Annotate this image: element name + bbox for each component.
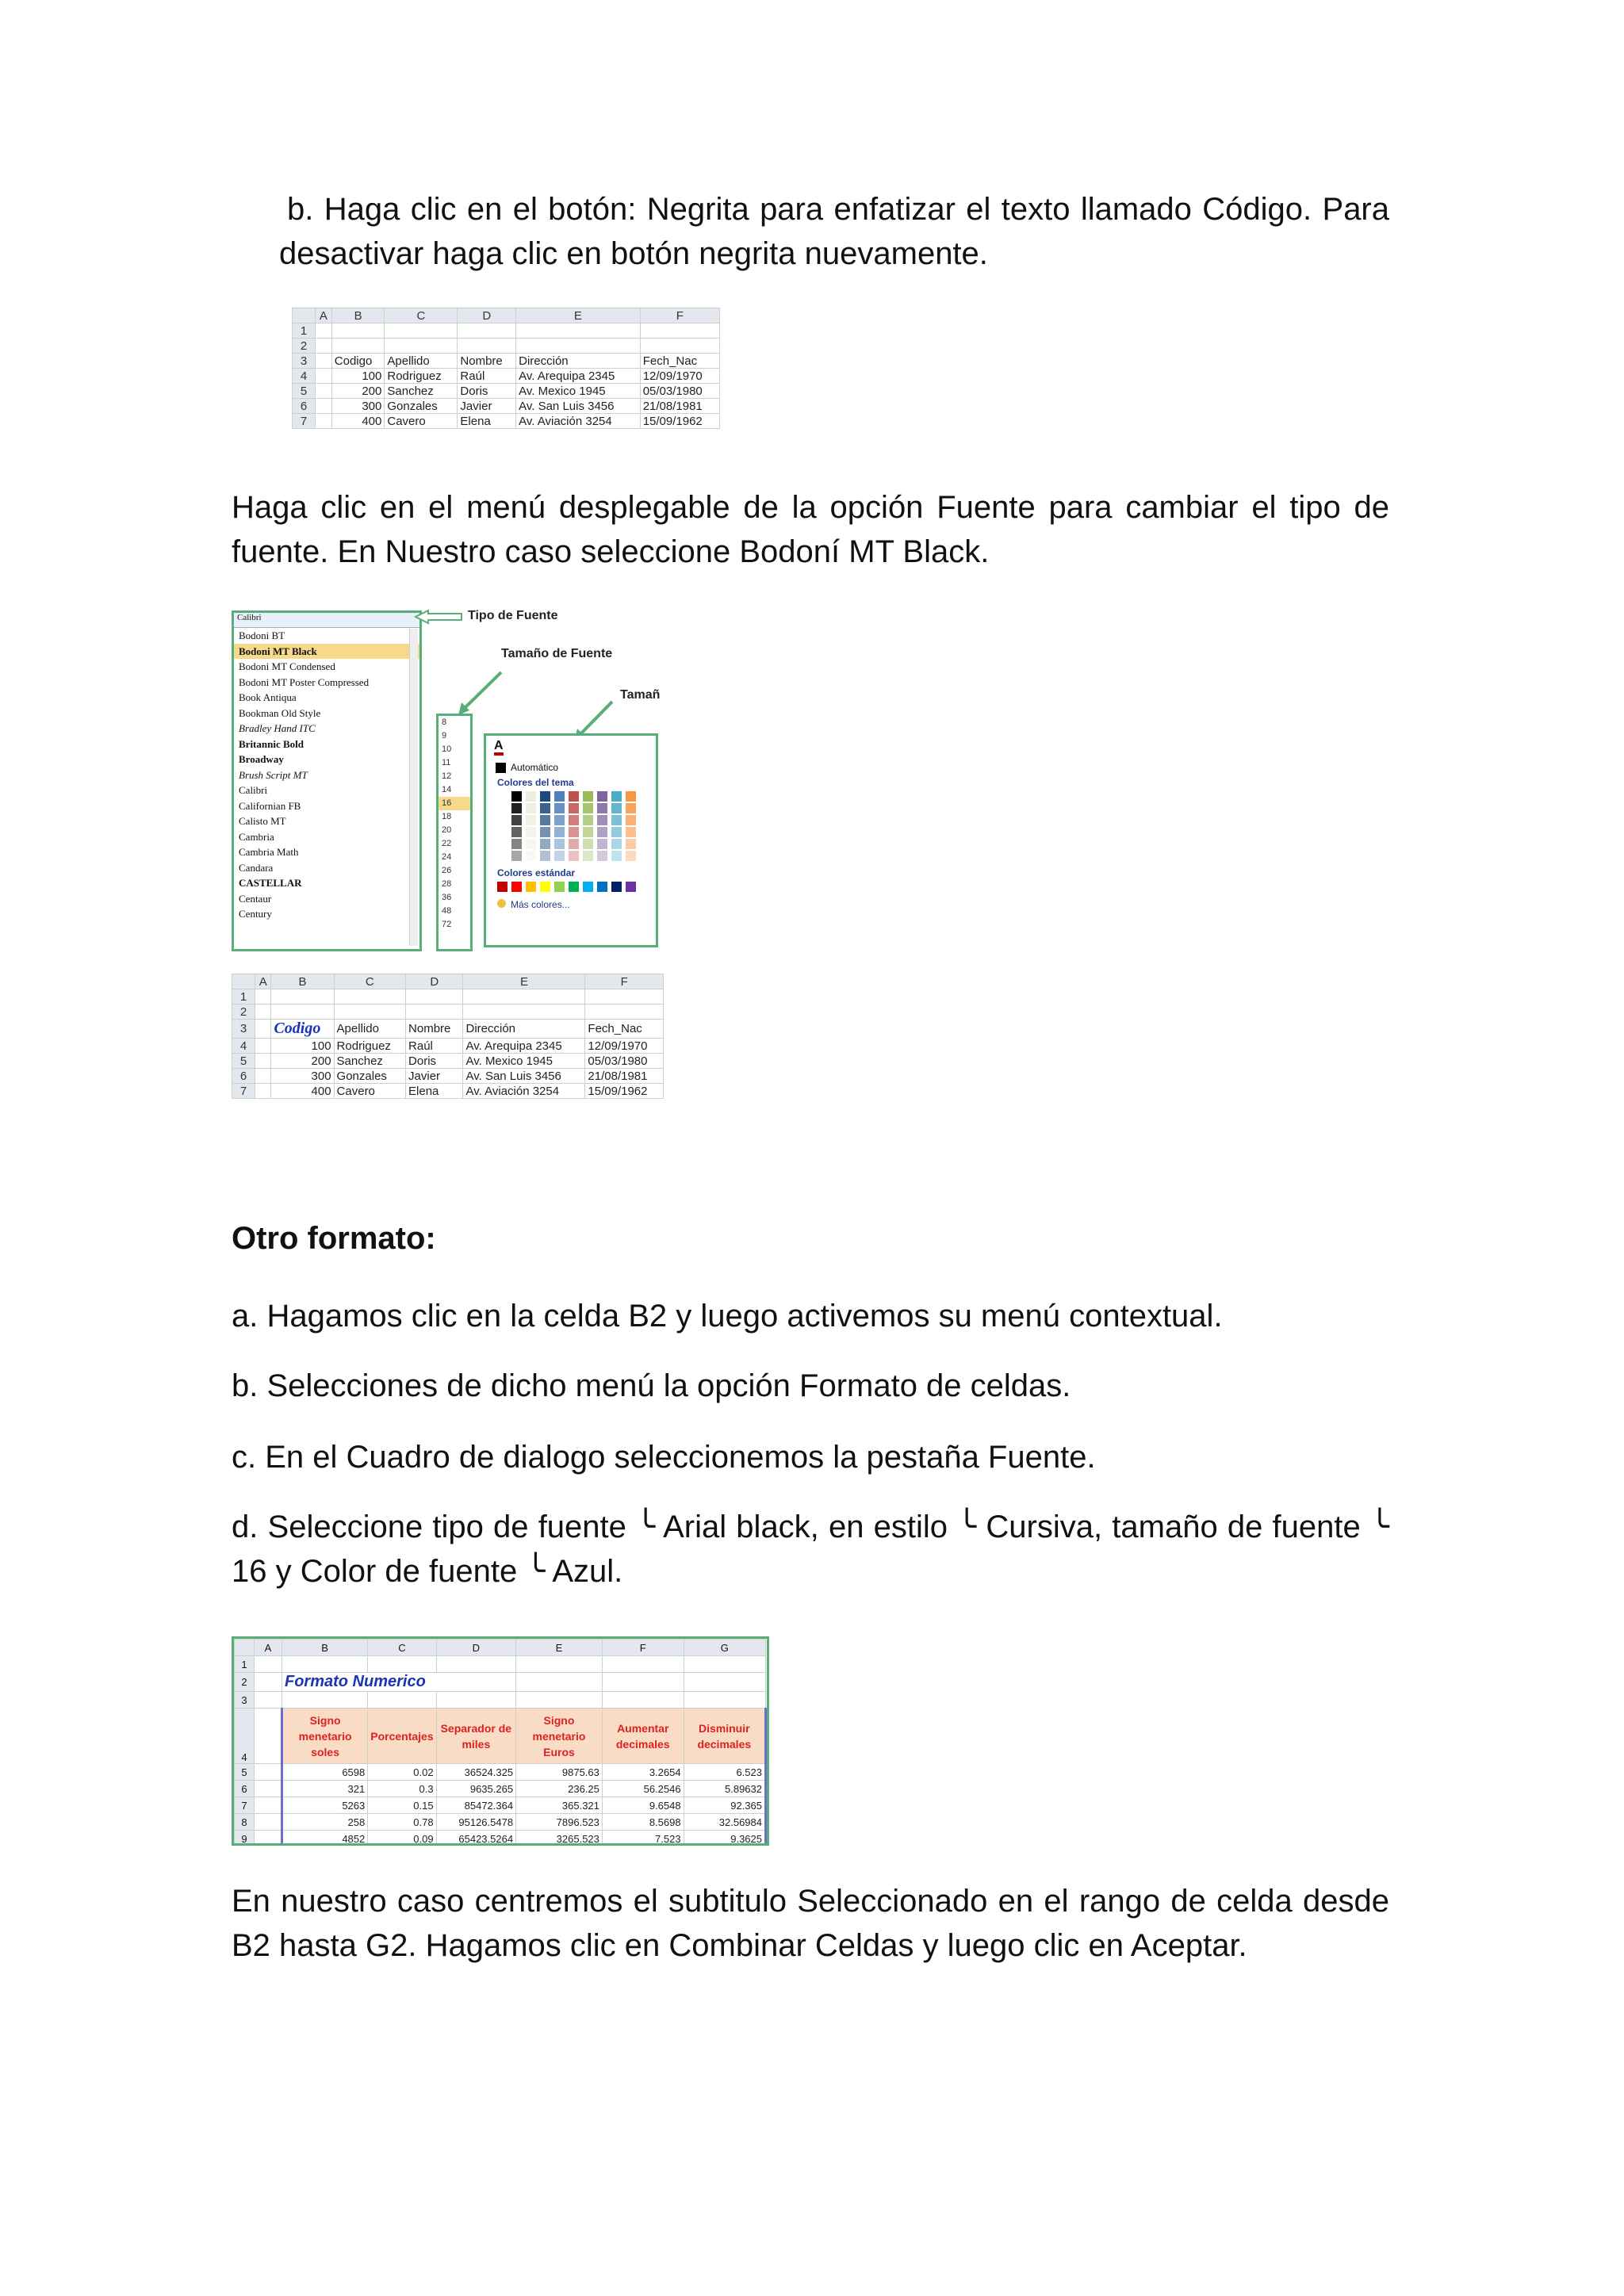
callout-truncated: Tamañ: [620, 688, 661, 702]
theme-color-swatch[interactable]: [611, 791, 622, 802]
theme-color-swatch[interactable]: [554, 839, 565, 849]
font-color-icon: A: [494, 739, 504, 756]
theme-color-swatch[interactable]: [626, 791, 636, 802]
size-item[interactable]: 20: [442, 825, 452, 835]
theme-color-swatch[interactable]: [569, 815, 579, 825]
font-item[interactable]: Candara: [239, 861, 274, 874]
font-item-selected[interactable]: Bodoni MT Black: [234, 644, 419, 660]
table-row: 5 200 Sanchez Doris Av. Mexico 1945 05/03/1980: [293, 384, 720, 399]
standard-color-row[interactable]: [486, 878, 656, 894]
figure-formato-numerico: [232, 1636, 769, 1846]
theme-color-swatch[interactable]: [554, 851, 565, 861]
theme-color-swatch[interactable]: [569, 791, 579, 802]
col-header-cell: Separador de miles: [436, 1709, 515, 1764]
col-header: C: [385, 308, 458, 323]
theme-color-swatch[interactable]: [497, 803, 508, 813]
theme-color-swatch[interactable]: [554, 827, 565, 837]
col-header: A: [316, 308, 332, 323]
theme-color-grid[interactable]: [486, 788, 656, 863]
font-item[interactable]: Cambria: [239, 830, 274, 843]
theme-color-swatch[interactable]: [611, 815, 622, 825]
theme-color-swatch[interactable]: [626, 839, 636, 849]
cell: Codigo: [331, 354, 385, 369]
formato-title: Formato Numerico: [282, 1673, 516, 1692]
col-header: E: [516, 308, 641, 323]
theme-color-swatch[interactable]: [597, 839, 607, 849]
table-row: 7 400 Cavero Elena Av. Aviación 3254 15/09/1962: [293, 414, 720, 429]
cell: Dirección: [516, 354, 641, 369]
col-header: F: [640, 308, 719, 323]
palette-automatic[interactable]: Automático: [486, 758, 656, 777]
font-item[interactable]: Brush Script MT: [239, 768, 308, 781]
table-row: 4 100 Rodriguez Raúl Av. Arequipa 2345 12/09/1970: [232, 1039, 664, 1054]
theme-color-swatch[interactable]: [597, 803, 607, 813]
callout-tipo-fuente: Tipo de Fuente: [468, 609, 558, 622]
theme-color-swatch[interactable]: [597, 791, 607, 802]
theme-color-swatch[interactable]: [540, 791, 550, 802]
palette-standard-label: Colores estándar: [497, 867, 576, 878]
standard-color-swatch[interactable]: [611, 882, 622, 892]
step-d: d. Seleccione tipo de fuente ╰ Arial black, en estilo ╰ Cursiva, tamaño de fuente ╰ 16 y Color de fuente ╰ Azul.: [232, 1510, 1389, 1589]
font-item[interactable]: Bookman Old Style: [239, 706, 321, 719]
col-header-cell: Signo menetario soles: [282, 1709, 368, 1764]
table-row: 4 Signo menetario soles Porcentajes Separador de miles Signo menetario Euros Aumentar decimales Disminuir decimales: [235, 1709, 766, 1764]
theme-color-swatch[interactable]: [526, 827, 536, 837]
theme-color-swatch[interactable]: [597, 815, 607, 825]
theme-color-swatch[interactable]: [497, 839, 508, 849]
theme-color-swatch[interactable]: [526, 815, 536, 825]
font-item[interactable]: Californian FB: [239, 799, 301, 812]
font-item[interactable]: Book Antiqua: [239, 691, 297, 703]
size-item[interactable]: 11: [442, 758, 451, 767]
standard-color-swatch[interactable]: [511, 882, 522, 892]
formato-numerico-table: A B C D E F G 1 2 Formato Numerico 3 4 Signo menetario soles Porcentajes Separador de miles Signo menetario Euros Aumentar decimales Disminuir decimales 5 6598 0.02 36524.325 9875.63 3.2654 6.523 6 321 0.3 9635.265 236.25 56.2546 5.89632 7 5263 0.15 85472.364 365.321 9.6548 92.365 8 258 0.78 95126.5478 7896.523 8.5698 32.56984 9 4852 0.09 65423.5264 3265.523 7.523 9.3625: [234, 1639, 767, 1846]
theme-color-swatch[interactable]: [583, 839, 593, 849]
theme-color-swatch[interactable]: [597, 851, 607, 861]
theme-color-swatch[interactable]: [497, 827, 508, 837]
size-item[interactable]: 10: [442, 744, 452, 754]
font-size-list[interactable]: [436, 714, 473, 951]
theme-color-swatch[interactable]: [611, 839, 622, 849]
paragraph-negrita: b. Haga clic en el botón: Negrita para enfatizar el texto llamado Código. Para desactivar haga clic en botón negrita nuevamente.: [279, 192, 1389, 271]
size-item[interactable]: 14: [442, 785, 452, 794]
font-item[interactable]: Bodoni BT: [239, 629, 285, 641]
color-wheel-icon: [497, 899, 506, 908]
col-header-cell: Disminuir decimales: [684, 1709, 765, 1764]
theme-color-swatch[interactable]: [554, 815, 565, 825]
size-item[interactable]: 28: [442, 879, 452, 889]
standard-color-swatch[interactable]: [497, 882, 508, 892]
table-row: 3 Codigo Apellido Nombre Dirección Fech_Nac: [232, 1020, 664, 1039]
theme-color-swatch[interactable]: [554, 791, 565, 802]
size-item[interactable]: 36: [442, 893, 452, 902]
theme-color-swatch[interactable]: [583, 791, 593, 802]
font-combo[interactable]: Calibri: [234, 613, 419, 628]
cell: Apellido: [385, 354, 458, 369]
table-row: 8 258 0.78 95126.5478 7896.523 8.5698 32.56984: [235, 1814, 766, 1831]
figure-font-menu: [232, 603, 664, 959]
cell: Nombre: [458, 354, 516, 369]
step-a: a. Hagamos clic en la celda B2 y luego activemos su menú contextual.: [232, 1299, 1223, 1334]
theme-color-swatch[interactable]: [540, 815, 550, 825]
theme-color-swatch[interactable]: [583, 827, 593, 837]
standard-color-swatch[interactable]: [526, 882, 536, 892]
font-item[interactable]: Broadway: [239, 753, 284, 765]
cell: Fech_Nac: [640, 354, 719, 369]
font-item[interactable]: CASTELLAR: [239, 877, 302, 889]
size-item[interactable]: 18: [442, 812, 452, 821]
standard-color-swatch[interactable]: [626, 882, 636, 892]
theme-color-swatch[interactable]: [526, 791, 536, 802]
theme-color-swatch[interactable]: [583, 815, 593, 825]
font-color-button[interactable]: [486, 736, 656, 758]
theme-color-swatch[interactable]: [511, 815, 522, 825]
theme-color-swatch[interactable]: [540, 827, 550, 837]
size-item[interactable]: 72: [442, 920, 452, 929]
figure-spreadsheet-bold: [292, 308, 720, 444]
palette-theme-label: Colores del tema: [497, 777, 574, 788]
step-b: b. Selecciones de dicho menú la opción Formato de celdas.: [232, 1368, 1071, 1403]
table-row: 3 Codigo Apellido Nombre Dirección Fech_Nac: [293, 354, 720, 369]
table-row: 4 100 Rodriguez Raúl Av. Arequipa 2345 12/09/1970: [293, 369, 720, 384]
font-item[interactable]: Bradley Hand ITC: [239, 722, 316, 734]
theme-color-swatch[interactable]: [511, 827, 522, 837]
table-row: 7 400 Cavero Elena Av. Aviación 3254 15/09/1962: [232, 1084, 664, 1099]
size-item[interactable]: 22: [442, 839, 452, 848]
figure-spreadsheet-bodoni: [232, 974, 664, 1110]
col-header-cell: Signo menetario Euros: [516, 1709, 603, 1764]
size-item[interactable]: 12: [442, 771, 452, 781]
font-item[interactable]: Calisto MT: [239, 815, 286, 827]
callout-tamano-fuente: Tamaño de Fuente: [501, 647, 613, 660]
table-row: 9 4852 0.09 65423.5264 3265.523 7.523 9.3625: [235, 1831, 766, 1846]
font-color-palette[interactable]: [484, 733, 658, 947]
font-item[interactable]: Calibri: [239, 784, 268, 796]
table-row: 6 300 Gonzales Javier Av. San Luis 3456 21/08/1981: [293, 399, 720, 414]
theme-color-swatch[interactable]: [597, 827, 607, 837]
theme-color-swatch[interactable]: [511, 839, 522, 849]
size-item[interactable]: 8: [442, 718, 447, 727]
more-colors-link[interactable]: Más colores...: [486, 894, 656, 910]
theme-color-swatch[interactable]: [569, 851, 579, 861]
theme-color-swatch[interactable]: [569, 827, 579, 837]
font-item[interactable]: Century: [239, 908, 272, 920]
theme-color-swatch[interactable]: [497, 815, 508, 825]
theme-color-swatch[interactable]: [569, 803, 579, 813]
table-row: 7 5263 0.15 85472.364 365.321 9.6548 92.365: [235, 1797, 766, 1814]
codigo-styled-cell: Codigo: [271, 1020, 334, 1039]
col-header-cell: Aumentar decimales: [602, 1709, 684, 1764]
theme-color-swatch[interactable]: [626, 827, 636, 837]
theme-color-swatch[interactable]: [511, 791, 522, 802]
theme-color-swatch[interactable]: [626, 815, 636, 825]
spreadsheet-table: A B C D E F 1 2 3 Codigo Apellido Nombre Dirección Fech_Nac 4 100 Rodriguez Raúl Av. Arequipa 2345 12/09/1970 5 200 Sanchez Doris Av. Mexico 1945 05/03/1980 6 300 Gonzales Javier Av. San Luis 3456 21/08/1981 7 400 Cavero Elena Av. Aviación 3254 15/09/1962: [292, 308, 720, 429]
col-header-cell: Porcentajes: [368, 1709, 436, 1764]
theme-color-swatch[interactable]: [611, 851, 622, 861]
table-row: 6 321 0.3 9635.265 236.25 56.2546 5.89632: [235, 1781, 766, 1797]
theme-color-swatch[interactable]: [540, 839, 550, 849]
font-item[interactable]: Britannic Bold: [239, 737, 304, 750]
col-header: D: [458, 308, 516, 323]
theme-color-swatch[interactable]: [611, 827, 622, 837]
theme-color-swatch[interactable]: [611, 803, 622, 813]
theme-color-swatch[interactable]: [583, 851, 593, 861]
size-item-selected[interactable]: 16: [439, 797, 470, 810]
theme-color-swatch[interactable]: [540, 851, 550, 861]
size-item[interactable]: 48: [442, 906, 452, 916]
theme-color-swatch[interactable]: [626, 851, 636, 861]
font-item[interactable]: Centaur: [239, 892, 272, 905]
step-c: c. En el Cuadro de dialogo seleccionemos la pestaña Fuente.: [232, 1440, 1096, 1475]
font-item[interactable]: Bodoni MT Poster Compressed: [239, 675, 370, 688]
theme-color-swatch[interactable]: [540, 803, 550, 813]
theme-color-swatch[interactable]: [526, 839, 536, 849]
size-item[interactable]: 9: [442, 731, 447, 740]
table-row: 6 300 Gonzales Javier Av. San Luis 3456 21/08/1981: [232, 1069, 664, 1084]
table-row: 5 200 Sanchez Doris Av. Mexico 1945 05/03/1980: [232, 1054, 664, 1069]
theme-color-swatch[interactable]: [583, 803, 593, 813]
standard-color-swatch[interactable]: [583, 882, 593, 892]
standard-color-swatch[interactable]: [554, 882, 565, 892]
standard-color-swatch[interactable]: [597, 882, 607, 892]
col-header: B: [331, 308, 385, 323]
paragraph-fuente: Haga clic en el menú desplegable de la opción Fuente para cambiar el tipo de fuente. En Nuestro caso seleccione Bodoní MT Black.: [232, 490, 1389, 569]
theme-color-swatch[interactable]: [626, 803, 636, 813]
theme-color-swatch[interactable]: [511, 851, 522, 861]
theme-color-swatch[interactable]: [526, 803, 536, 813]
theme-color-swatch[interactable]: [511, 803, 522, 813]
theme-color-swatch[interactable]: [497, 851, 508, 861]
section-heading: Otro formato:: [232, 1221, 436, 1256]
table-row: 5 6598 0.02 36524.325 9875.63 3.2654 6.523: [235, 1764, 766, 1781]
theme-color-swatch[interactable]: [569, 839, 579, 849]
size-item[interactable]: 26: [442, 866, 452, 875]
spreadsheet-table: A B C D E F 1 2 3 Codigo Apellido Nombre Dirección Fech_Nac 4 100 Rodriguez Raúl Av. Arequipa 2345 12/09/1970 5 200 Sanchez Doris Av. Mexico 1945 05/03/1980 6 300 Gonzales Javier Av. San Luis 3456 21/08/1981 7 400 Cavero Elena Av. Aviación 3254 15/09/1962: [232, 974, 664, 1099]
standard-color-swatch[interactable]: [540, 882, 550, 892]
font-item[interactable]: Cambria Math: [239, 846, 299, 858]
standard-color-swatch[interactable]: [569, 882, 579, 892]
font-item[interactable]: Bodoni MT Condensed: [239, 660, 335, 672]
theme-color-swatch[interactable]: [526, 851, 536, 861]
theme-color-swatch[interactable]: [497, 791, 508, 802]
size-item[interactable]: 24: [442, 852, 452, 862]
paragraph-combinar: En nuestro caso centremos el subtitulo Seleccionado en el rango de celda desde B2 hasta G2. Hagamos clic en Combinar Celdas y luego clic en Aceptar.: [232, 1884, 1389, 1963]
theme-color-swatch[interactable]: [554, 803, 565, 813]
